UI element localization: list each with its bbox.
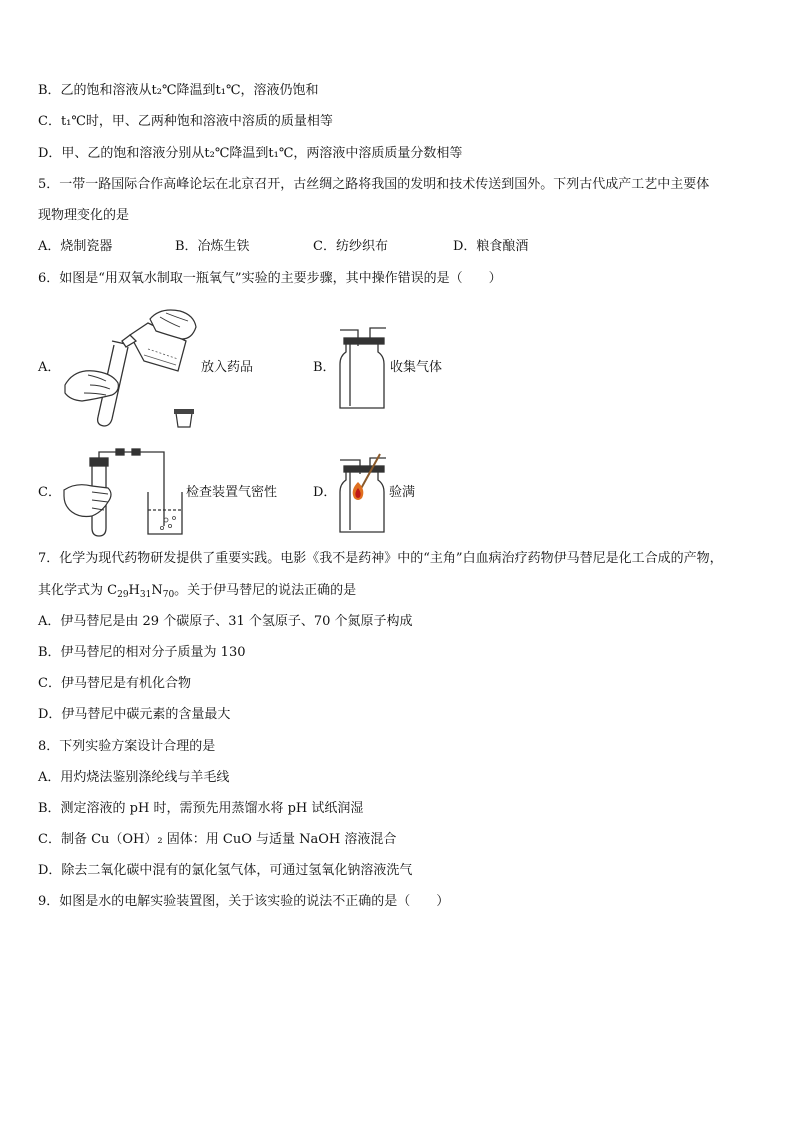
q6-option-b-caption: 收集气体 xyxy=(390,360,443,375)
q7-sub-c: 29 xyxy=(117,590,129,600)
q5-option-b: B．冶炼生铁 xyxy=(175,239,250,254)
q6-option-b-label: B． xyxy=(313,360,336,375)
q6-option-d-caption: 验满 xyxy=(389,485,416,500)
q5-stem-line2: 现物理变化的是 xyxy=(38,208,130,223)
q4-option-d: D．甲、乙的饱和溶液分别从t₂℃降温到t₁℃，两溶液中溶质质量分数相等 xyxy=(38,146,463,161)
gas-collection-bottle-figure xyxy=(338,322,390,412)
q6-option-d-label: D． xyxy=(313,485,337,500)
q7-stem-line1: 7．化学为现代药物研发提供了重要实践。电影《我不是药神》中的“主角”白血病治疗药物伊马替尼是化工合成的产物， xyxy=(38,551,723,566)
q7-stem-prefix: 其化学式为 C xyxy=(38,583,118,598)
q9-stem: 9．如图是水的电解实验装置图，关于该实验的说法不正确的是（ ） xyxy=(38,894,450,909)
q7-option-c: C．伊马替尼是有机化合物 xyxy=(38,676,191,691)
q4-option-c: C．t₁℃时，甲、乙两种饱和溶液中溶质的质量相等 xyxy=(38,114,333,129)
add-reagent-figure xyxy=(60,305,200,430)
q7-option-d: D．伊马替尼中碳元素的含量最大 xyxy=(38,707,231,722)
q5-stem-line1: 5．一带一路国际合作高峰论坛在北京召开，古丝绸之路将我国的发明和技术传送到国外。下列古代成产工艺中主要体 xyxy=(38,177,710,192)
q5-option-d: D．粮食酿酒 xyxy=(453,239,529,254)
q5-option-a: A．烧制瓷器 xyxy=(38,239,113,254)
q7-option-a: A．伊马替尼是由 29 个碳原子、31 个氢原子、70 个氮原子构成 xyxy=(38,614,413,629)
q8-option-d: D．除去二氧化碳中混有的氯化氢气体，可通过氢氧化钠溶液洗气 xyxy=(38,863,413,878)
q6-option-a-caption: 放入药品 xyxy=(201,360,254,375)
q6-option-a-label: A． xyxy=(38,360,61,375)
q8-option-c: C．制备 Cu（OH）₂ 固体：用 CuO 与适量 NaOH 溶液混合 xyxy=(38,832,397,847)
q8-option-a: A．用灼烧法鉴别涤纶线与羊毛线 xyxy=(38,770,230,785)
q8-stem: 8．下列实验方案设计合理的是 xyxy=(38,739,216,754)
q6-option-c-caption: 检查装置气密性 xyxy=(186,485,278,500)
q7-h: H xyxy=(128,583,140,598)
q7-option-b: B．伊马替尼的相对分子质量为 130 xyxy=(38,645,246,660)
q8-option-b: B．测定溶液的 pH 时，需预先用蒸馏水将 pH 试纸润湿 xyxy=(38,801,364,816)
q7-stem-line2 xyxy=(38,583,356,599)
q7-n: N xyxy=(151,583,163,598)
q7-sub-n: 70 xyxy=(162,590,175,600)
verify-full-figure xyxy=(338,452,390,534)
q5-option-c: C．纺纱织布 xyxy=(313,239,388,254)
q7-sub-h: 31 xyxy=(139,590,152,600)
q4-option-b: B．乙的饱和溶液从t₂℃降温到t₁℃，溶液仍饱和 xyxy=(38,83,319,98)
q7-stem-suffix: 。关于伊马替尼的说法正确的是 xyxy=(174,583,357,598)
airtightness-check-figure xyxy=(62,446,186,538)
q6-stem: 6．如图是“用双氧水制取一瓶氧气”实验的主要步骤，其中操作错误的是（ ） xyxy=(38,271,502,286)
q6-option-c-label: C． xyxy=(38,485,61,500)
